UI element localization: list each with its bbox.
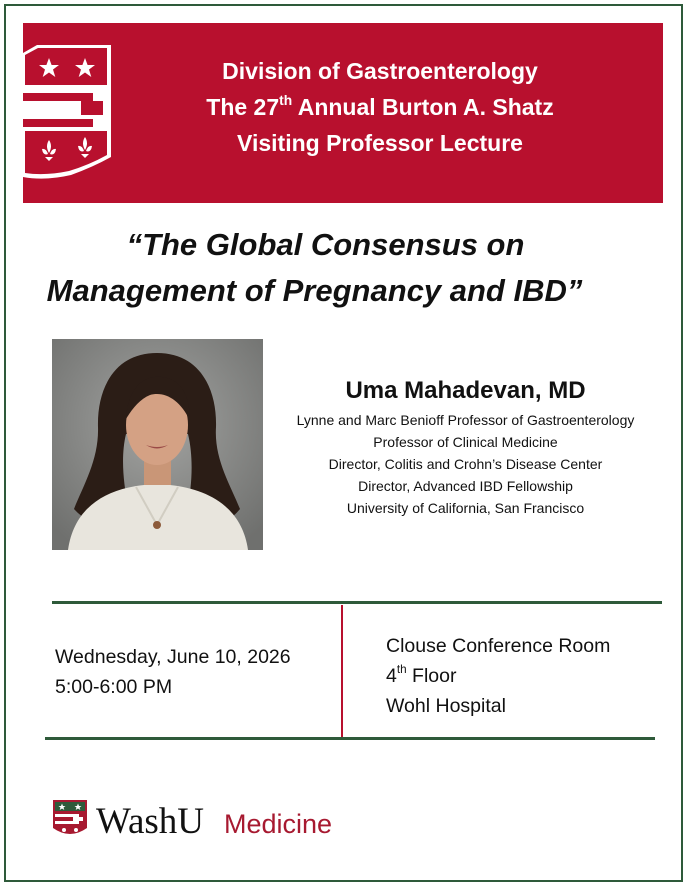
lecture-series <box>150 89 610 125</box>
speaker-title-2: Professor of Clinical Medicine <box>373 434 558 450</box>
washu-wordmark: WashU <box>96 801 205 842</box>
talk-title <box>0 222 691 314</box>
speaker-name: Uma Mahadevan, MD <box>345 377 586 404</box>
university-shield-logo <box>23 45 111 183</box>
banner-heading <box>150 53 610 161</box>
talk-title-line-2: Management of Pregnancy and IBD” <box>46 273 583 308</box>
speaker-title-4: Director, Advanced IBD Fellowship <box>358 478 573 494</box>
talk-title-line-1: “The Global Consensus on <box>126 227 525 262</box>
lecture-type: Visiting Professor Lecture <box>237 130 523 156</box>
location-room: Clouse Conference Room <box>386 635 611 657</box>
divider-top <box>52 601 662 604</box>
event-datetime <box>55 642 291 702</box>
divider-vertical <box>341 605 343 738</box>
washu-shield-icon <box>53 800 87 840</box>
floor-ordinal: th <box>396 663 407 677</box>
divider-bottom <box>45 737 655 740</box>
location-building: Wohl Hospital <box>386 695 506 717</box>
floor-label: Floor <box>406 665 457 687</box>
speaker-title-1: Lynne and Marc Benioff Professor of Gastroenterology <box>296 412 635 428</box>
speaker-affiliation: University of California, San Francisco <box>346 500 585 516</box>
lecture-series-prefix: The 27 <box>206 94 280 120</box>
event-date: Wednesday, June 10, 2026 <box>55 646 291 668</box>
division-name: Division of Gastroenterology <box>222 58 538 84</box>
speaker-info <box>268 376 663 519</box>
medicine-wordmark: Medicine <box>224 809 333 839</box>
lecture-series-suffix: Annual Burton A. Shatz <box>292 94 554 120</box>
event-location <box>386 631 610 721</box>
floor-number: 4 <box>386 665 397 687</box>
location-floor <box>386 661 610 691</box>
speaker-title-3: Director, Colitis and Crohn’s Disease Center <box>328 456 603 472</box>
speaker-photo <box>52 339 263 550</box>
lecture-series-ordinal: th <box>279 92 293 108</box>
event-time: 5:00-6:00 PM <box>55 676 173 698</box>
